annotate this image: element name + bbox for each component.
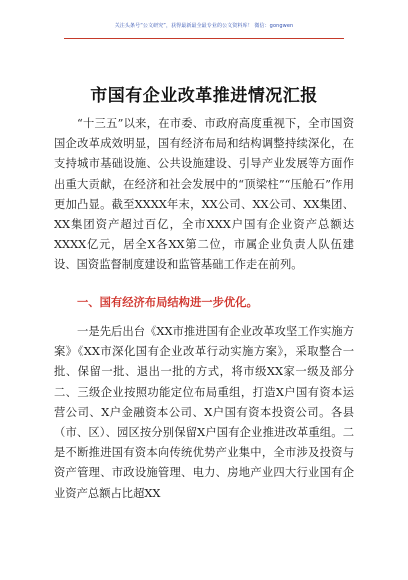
document-title: 市国有企业改革推进情况汇报 (90, 86, 318, 106)
section-heading: 一、国有经济布局结构进一步优化。 (77, 296, 258, 309)
body-paragraph-section-1: 一是先后出台《XX市推进国有企业改革攻坚工作实施方案》《XX市深化国有企业改革行动实施方案》，采取整合一批、保留一批、退出一批的方式，将市级XX家一级及部分二、三级企业按照功能定位布局重组，打造X户国有资本运营公司、X户金融资本公司、X户国有资本投资公司。各县（市、区）、园区按分别保留X户国有企业推进改革重组。二是不断推进国有资本向传统优势产业集中，全市涉及投资与资产管理、市政设施管理、电力、房地产业四大行业国有企业资产总额占比超XX (54, 325, 354, 500)
top-banner: 关注头条号“公文研究”，获得最新最全最专业的公文资料库！ 微信：gongwen (114, 23, 294, 29)
body-paragraph-intro: “十三五”以来，在市委、市政府高度重视下，全市国资国企改革成效明显，国有经济布局和结构调整持续深化，在支持城市基础设施、公共设施建设、引导产业发展等方面作出重大贡献，在经济和社会发展中的“顶梁柱”“压舱石”作用更加凸显。截至XXXX年末，XX公司、XX公司、XX集团、XX集团资产超过百亿，全市XXX户国有企业资产总额达XXXX亿元，居全X各XX第二位，市属企业负责人队伍建设、国资监督制度建设和监管基础工作走在前列。 (54, 117, 354, 272)
header-divider (64, 38, 344, 39)
